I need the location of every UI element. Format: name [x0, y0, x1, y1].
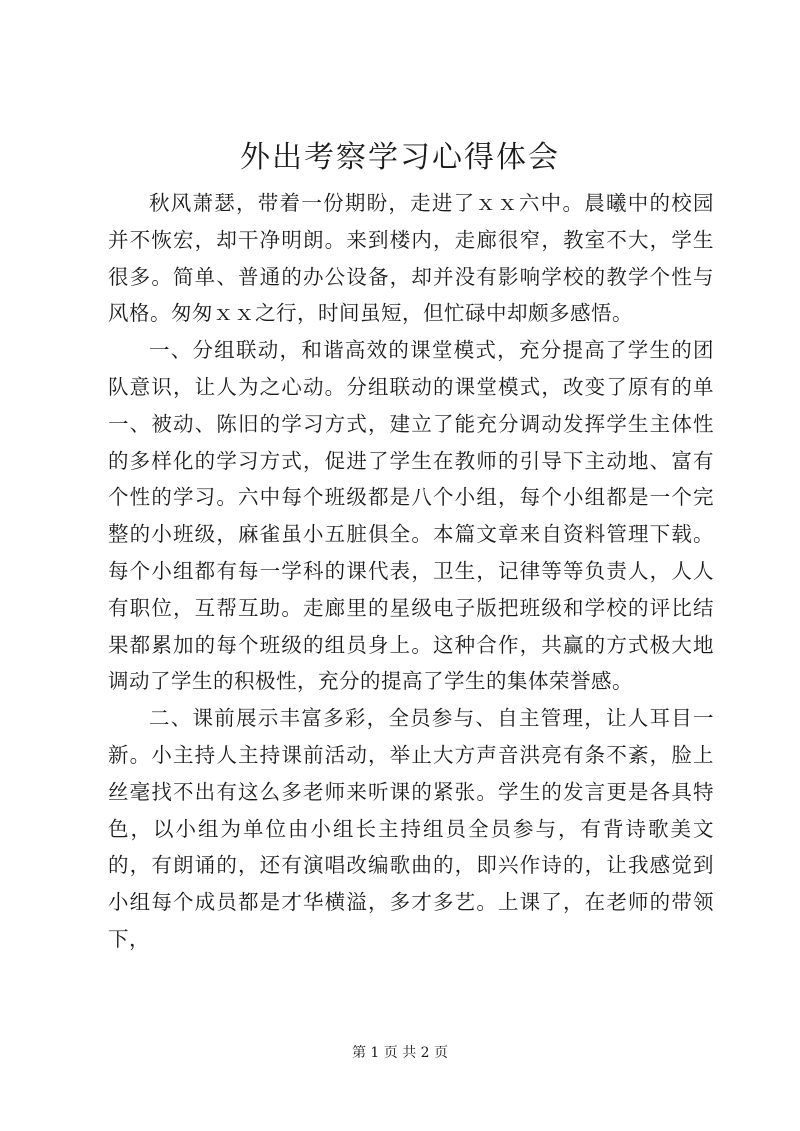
paragraph-section-one: 一、分组联动，和谐高效的课堂模式，充分提高了学生的团队意识，让人为之心动。分组联动的课堂模式，改变了原有的单一、被动、陈旧的学习方式，建立了能充分调动发挥学生主体性的多样化的学习方式，促进了学生在教师的引导下主动地、富有个性的学习。六中每个班级都是八个小组，每个小组都是一个完整的小班级，麻雀虽小五脏俱全。本篇文章来自资料管理下载。每个小组都有每一学科的课代表，卫生，记律等等负责人，人人有职位，互帮互助。走廊里的星级电子版把班级和学校的评比结果都累加的每个班级的组员身上。这种合作，共赢的方式极大地调动了学生的积极性，充分的提高了学生的集体荣誉感。: [108, 338, 714, 694]
page-number-footer: 第 1 页 共 2 页: [351, 1045, 449, 1061]
paragraph-section-two: 二、课前展示丰富多彩，全员参与、自主管理，让人耳目一新。小主持人主持课前活动，举止大方声音洪亮有条不紊，脸上丝毫找不出有这么多老师来听课的紧张。学生的发言更是各具特色，以小组为单位由小组长主持组员全员参与，有背诗歌美文的，有朗诵的，还有演唱改编歌曲的，即兴作诗的，让我感觉到小组每个成员都是才华横溢，多才多艺。上课了，在老师的带领下，: [108, 706, 714, 951]
paragraph-intro: 秋风萧瑟，带着一份期盼，走进了ｘｘ六中。晨曦中的校园并不恢宏，却干净明朗。来到楼内，走廊很窄，教室不大，学生很多。简单、普通的办公设备，却并没有影响学校的教学个性与风格。匆匆ｘｘ之行，时间虽短，但忙碌中却颇多感悟。: [108, 191, 714, 326]
document-body: [108, 185, 714, 958]
document-title: 外出考察学习心得体会: [240, 140, 560, 175]
